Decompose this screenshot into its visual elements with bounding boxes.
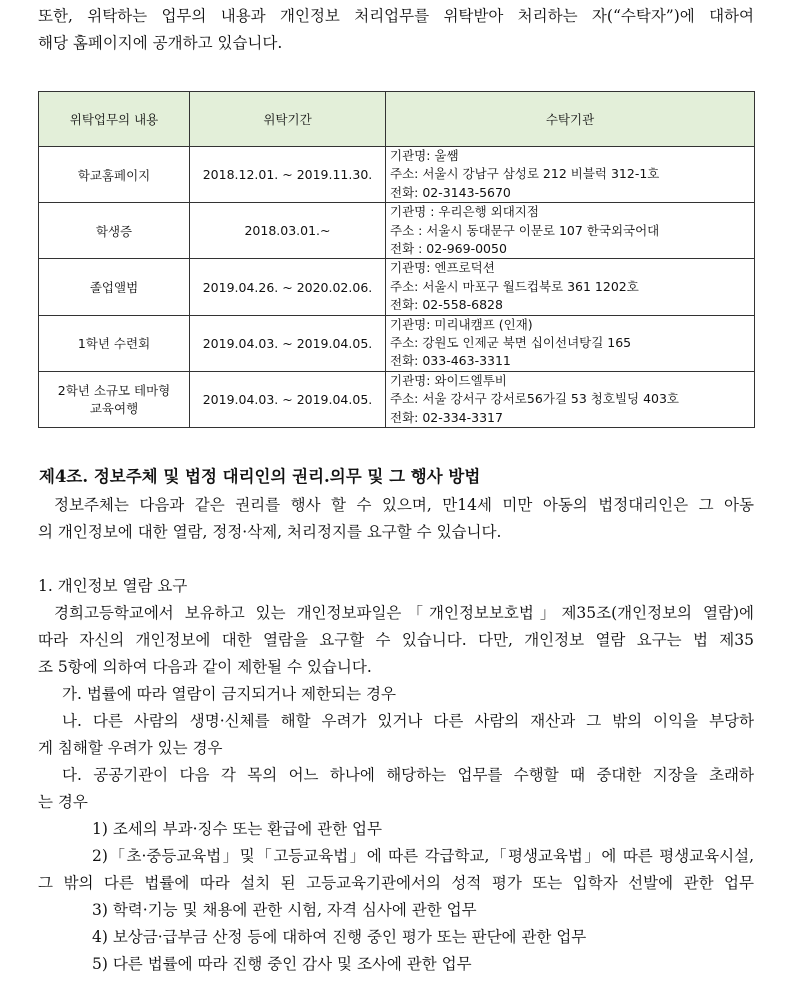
outsourcing-table xyxy=(38,91,755,428)
intro-line-1: 또한, 위탁하는 업무의 내용과 개인정보 처리업무를 위탁받아 처리하는 자(“수탁자”)에 대하여 xyxy=(38,7,754,25)
table-header-row xyxy=(39,92,755,147)
table-row xyxy=(39,147,755,203)
period-cell: 2019.04.03. ~ 2019.04.05. xyxy=(190,371,386,427)
agency-address: 주소: 서울시 강남구 삼성로 212 비블럭 312-1호 xyxy=(390,166,660,182)
agency-address: 주소 : 서울시 동대문구 이문로 107 한국외국어대 xyxy=(390,222,660,238)
sub-item-2-line-2: 그 밖의 다른 법률에 따라 설치 된 고등교육기관에서의 성적 평가 또는 입학자 선발에 관한 업무 xyxy=(38,874,754,892)
section-1-line-3: 조 5항에 의하여 다음과 같이 제한될 수 있습니다. xyxy=(38,658,372,676)
agency-phone: 전화 : 02-969-0050 xyxy=(390,241,507,257)
agency-cell xyxy=(386,203,755,259)
task-line-1: 2학년 소규모 테마형 xyxy=(57,383,171,399)
agency-name: 기관명: 엔프로덕션 xyxy=(390,260,495,276)
item-na-line-1: 나. 다른 사람의 생명·신체를 해할 우려가 있거나 다른 사람의 재산과 그 밖의 이익을 부당하 xyxy=(62,712,754,730)
sub-item-4: 4) 보상금·급부금 산정 등에 대하여 진행 중인 평가 또는 판단에 관한 업무 xyxy=(92,928,587,946)
table-row xyxy=(39,371,755,427)
task-cell xyxy=(39,371,190,427)
task-line-2: 교육여행 xyxy=(89,401,139,417)
agency-name: 기관명: 와이드엘투비 xyxy=(390,372,507,388)
agency-cell xyxy=(386,315,755,371)
period-cell: 2018.12.01. ~ 2019.11.30. xyxy=(190,147,386,203)
intro-line-2: 해당 홈페이지에 공개하고 있습니다. xyxy=(38,34,283,52)
section-1-line-2: 따라 자신의 개인정보에 대한 열람을 요구할 수 있습니다. 다만, 개인정보 열람 요구는 법 제35 xyxy=(38,631,754,649)
agency-phone: 전화: 02-3143-5670 xyxy=(390,184,511,200)
task-cell: 졸업앨범 xyxy=(39,259,190,315)
agency-phone: 전화: 02-334-3317 xyxy=(390,409,503,425)
agency-name: 기관명 : 우리은행 외대지점 xyxy=(390,204,539,220)
agency-phone: 전화: 02-558-6828 xyxy=(390,297,503,313)
article-4-heading: 제4조. 정보주체 및 법정 대리인의 권리.의무 및 그 행사 방법 xyxy=(39,467,481,486)
sub-item-3: 3) 학력·기능 및 채용에 관한 시험, 자격 심사에 관한 업무 xyxy=(92,901,477,919)
item-ga: 가. 법률에 따라 열람이 금지되거나 제한되는 경우 xyxy=(62,685,396,703)
agency-phone: 전화: 033-463-3311 xyxy=(390,353,511,369)
sub-item-2-line-1: 2)「초·중등교육법」및「고등교육법」에 따른 각급학교,「평생교육법」에 따른 평생교육시설, xyxy=(92,847,754,865)
agency-address: 주소: 강원도 인제군 북면 십이선녀탕길 165 xyxy=(390,335,632,351)
table-row xyxy=(39,203,755,259)
sub-item-1: 1) 조세의 부과·징수 또는 환급에 관한 업무 xyxy=(92,820,382,838)
task-cell: 학교홈페이지 xyxy=(39,147,190,203)
section-1-line-1: 경희고등학교에서 보유하고 있는 개인정보파일은「개인정보보호법」제35조(개인정보의 열람)에 xyxy=(54,604,754,622)
header-period: 위탁기간 xyxy=(190,92,386,147)
article-4-para-line-2: 의 개인정보에 대한 열람, 정정·삭제, 처리정지를 요구할 수 있습니다. xyxy=(38,523,502,541)
agency-name: 기관명: 미리내캠프 (인재) xyxy=(390,316,533,332)
agency-cell xyxy=(386,147,755,203)
article-4-para-line-1: 정보주체는 다음과 같은 권리를 행사 할 수 있으며, 만14세 미만 아동의 법정대리인은 그 아동 xyxy=(54,496,754,514)
table-row xyxy=(39,315,755,371)
item-da-line-1: 다. 공공기관이 다음 각 목의 어느 하나에 해당하는 업무를 수행할 때 중대한 지장을 초래하 xyxy=(62,766,754,784)
agency-cell xyxy=(386,259,755,315)
table-row xyxy=(39,259,755,315)
period-cell: 2019.04.26. ~ 2020.02.06. xyxy=(190,259,386,315)
agency-name: 기관명: 울쌤 xyxy=(390,148,459,163)
header-agency: 수탁기관 xyxy=(386,92,755,147)
agency-address: 주소: 서울시 마포구 월드컵북로 361 1202호 xyxy=(390,278,639,294)
agency-cell xyxy=(386,371,755,427)
sub-item-5: 5) 다른 법률에 따라 진행 중인 감사 및 조사에 관한 업무 xyxy=(92,955,472,973)
task-cell: 1학년 수련회 xyxy=(39,315,190,371)
item-na-line-2: 게 침해할 우려가 있는 경우 xyxy=(38,739,223,757)
task-cell: 학생증 xyxy=(39,203,190,259)
period-cell: 2019.04.03. ~ 2019.04.05. xyxy=(190,315,386,371)
section-1-title: 1. 개인정보 열람 요구 xyxy=(38,577,188,595)
period-cell: 2018.03.01.~ xyxy=(190,203,386,259)
header-task: 위탁업무의 내용 xyxy=(39,92,190,147)
item-da-line-2: 는 경우 xyxy=(38,793,88,811)
agency-address: 주소: 서울 강서구 강서로56가길 53 청호빌딩 403호 xyxy=(390,391,679,407)
